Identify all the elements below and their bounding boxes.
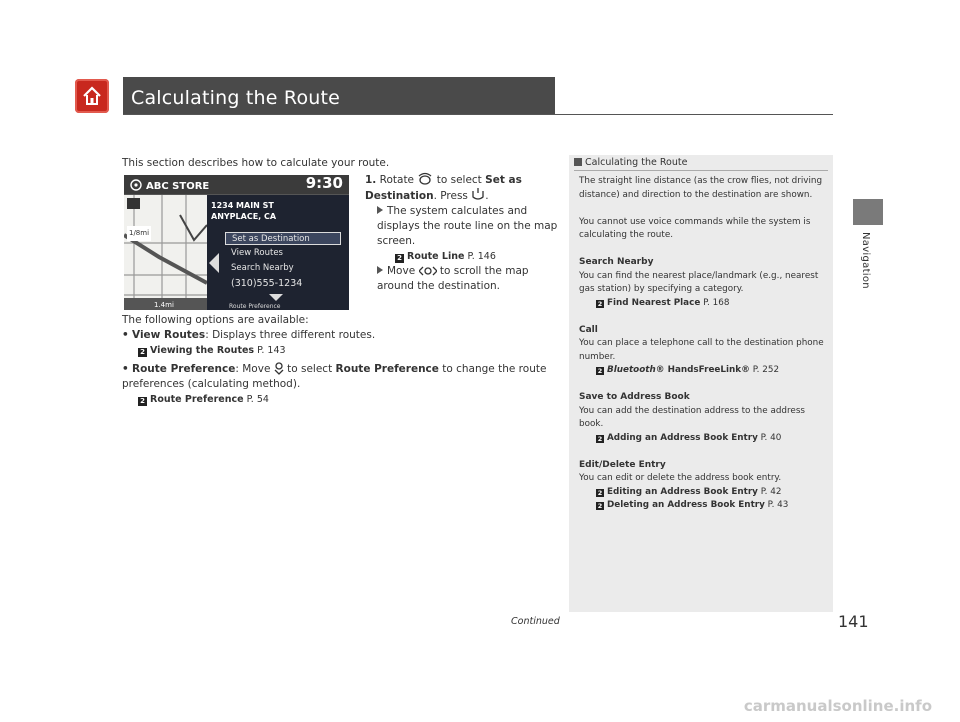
press-dial-icon [471, 188, 485, 202]
section-tab-marker [853, 199, 883, 225]
home-icon [81, 85, 103, 107]
watermark: carmanualsonline.info [743, 697, 932, 715]
option-text: : Move [235, 363, 271, 375]
title-bar [123, 77, 555, 114]
screen-store-name: ABC STORE [146, 181, 210, 192]
xref-marker-icon: 2 [597, 488, 603, 497]
xref-editing-address-book[interactable] [579, 486, 827, 500]
section-tab-label: Navigation [860, 232, 871, 289]
step-result: The system calculates and displays the route line on the map screen. [377, 205, 558, 247]
xref-marker-icon: 2 [597, 434, 603, 443]
left-arrow-icon [209, 253, 219, 273]
xref-page: P. 54 [246, 394, 269, 405]
sidebar-paragraph: You can find the nearest place/landmark (e.g., nearest gas station) by specifying a category. [579, 270, 819, 294]
xref-page: P. 252 [752, 365, 780, 375]
step-target: Set as Destination [365, 174, 522, 202]
interface-dial-icon [417, 172, 433, 186]
result-arrow-icon [377, 266, 383, 274]
option-target: Route Preference [335, 363, 439, 375]
xref-find-nearest-place[interactable] [579, 297, 827, 311]
xref-title: Adding an Address Book Entry [607, 432, 758, 443]
note-marker-icon [574, 158, 582, 166]
xref-marker-icon: 2 [597, 367, 603, 375]
xref-route-preference[interactable] [122, 392, 562, 407]
poi-icon [130, 179, 142, 191]
joystick-icon [419, 265, 437, 277]
xref-adding-address-book[interactable] [579, 432, 827, 446]
sidebar-paragraph: The straight line distance (as the crow flies, not driving distance) and direction to the destination are shown. [579, 176, 823, 200]
sidebar-body [579, 175, 827, 513]
xref-title: Route Line [407, 251, 465, 262]
step-number: 1. [365, 174, 377, 186]
xref-marker-icon: 2 [597, 299, 603, 308]
intro-text: This section describes how to calculate your route. [122, 157, 390, 169]
navigation-screen-image [124, 175, 349, 310]
step-text: . Press [433, 190, 468, 202]
option-text: to change the route preferences (calculating method). [122, 363, 547, 390]
menu-search-nearby[interactable]: Search Nearby [231, 263, 294, 273]
screen-footer: Route Preference [229, 303, 281, 310]
xref-page: P. 42 [760, 486, 782, 497]
home-button[interactable] [75, 79, 109, 113]
option-text: to select [287, 363, 333, 375]
screen-map [124, 195, 207, 310]
title-rule [123, 114, 833, 115]
sidebar-paragraph: You cannot use voice commands while the system is calculating the route. [579, 216, 811, 240]
xref-title: ® HandsFreeLink® [655, 365, 750, 375]
options-section [122, 313, 562, 407]
xref-title: Editing an Address Book Entry [607, 486, 758, 497]
screen-panel [207, 195, 349, 310]
screen-scale-top: 1/8mi [127, 226, 151, 241]
xref-title: Bluetooth [607, 365, 656, 375]
xref-viewing-routes[interactable] [122, 343, 562, 358]
option-label: View Routes [132, 329, 206, 341]
options-lead: The following options are available: [122, 314, 309, 326]
xref-marker-icon: 2 [138, 348, 147, 357]
xref-title: Route Preference [150, 394, 244, 405]
xref-title: Viewing the Routes [150, 345, 255, 356]
xref-marker-icon: 2 [395, 254, 404, 263]
result-arrow-icon [377, 206, 383, 214]
sidebar-subheading: Save to Address Book [579, 392, 690, 402]
page-title: Calculating the Route [131, 87, 341, 109]
option-view-routes: • View Routes: Displays three different routes. [122, 329, 376, 341]
xref-deleting-address-book[interactable] [579, 499, 827, 513]
xref-marker-icon: 2 [597, 502, 603, 510]
continued-label: Continued [511, 616, 560, 627]
sidebar-rule [574, 170, 828, 171]
xref-page: P. 146 [467, 251, 496, 262]
sidebar-notes [569, 155, 833, 612]
step-text: to scroll the map around the destination. [377, 265, 529, 292]
xref-title: Deleting an Address Book Entry [607, 500, 765, 510]
option-label: Route Preference [132, 363, 236, 375]
option-route-preference: • Route Preference: Move to select Route Preference to change the route preferences (calculating method). [122, 363, 547, 390]
step-text: to select [436, 174, 482, 186]
joystick-down-icon [274, 361, 284, 375]
step-text: Move [387, 265, 416, 277]
sidebar-paragraph: You can place a telephone call to the destination phone number. [579, 338, 824, 362]
sidebar-subheading: Edit/Delete Entry [579, 459, 666, 470]
xref-route-line[interactable] [377, 249, 565, 264]
map-roads [124, 195, 207, 310]
option-text: : Displays three different routes. [205, 329, 376, 341]
sidebar-heading [574, 157, 687, 168]
xref-page: P. 40 [760, 432, 782, 443]
xref-page: P. 43 [767, 500, 789, 510]
sidebar-paragraph: You can edit or delete the address book entry. [579, 473, 782, 483]
xref-page: P. 143 [257, 345, 286, 356]
menu-phone-number[interactable]: (310)555-1234 [231, 278, 303, 289]
screen-address-line1: 1234 MAIN ST [211, 201, 274, 210]
xref-title: Find Nearest Place [607, 297, 701, 308]
sidebar-subheading: Search Nearby [579, 257, 654, 267]
sidebar-subheading: Call [579, 324, 598, 335]
step-text: Rotate [379, 174, 415, 186]
menu-view-routes[interactable]: View Routes [231, 248, 283, 258]
menu-set-as-destination[interactable]: Set as Destination [225, 232, 341, 245]
screen-topbar [124, 175, 349, 195]
screen-address-line2: ANYPLACE, CA [211, 212, 277, 221]
sidebar-heading-text: Calculating the Route [585, 157, 688, 168]
xref-page: P. 168 [703, 297, 730, 308]
page-number: 141 [838, 612, 869, 631]
screen-clock: 9:30 [305, 175, 343, 192]
xref-handsfreelink[interactable] [579, 364, 827, 378]
screen-scale-bottom: 1.4mi [154, 301, 174, 309]
xref-marker-icon: 2 [138, 397, 147, 406]
step-1: 1. Rotate to select Set as Destination. Press . The system calculates and displays the route line on the map screen. 2 Route Line P. 146 Move to scroll the map around the destination. [365, 172, 565, 294]
sidebar-paragraph: You can add the destination address to the address book. [579, 405, 806, 429]
